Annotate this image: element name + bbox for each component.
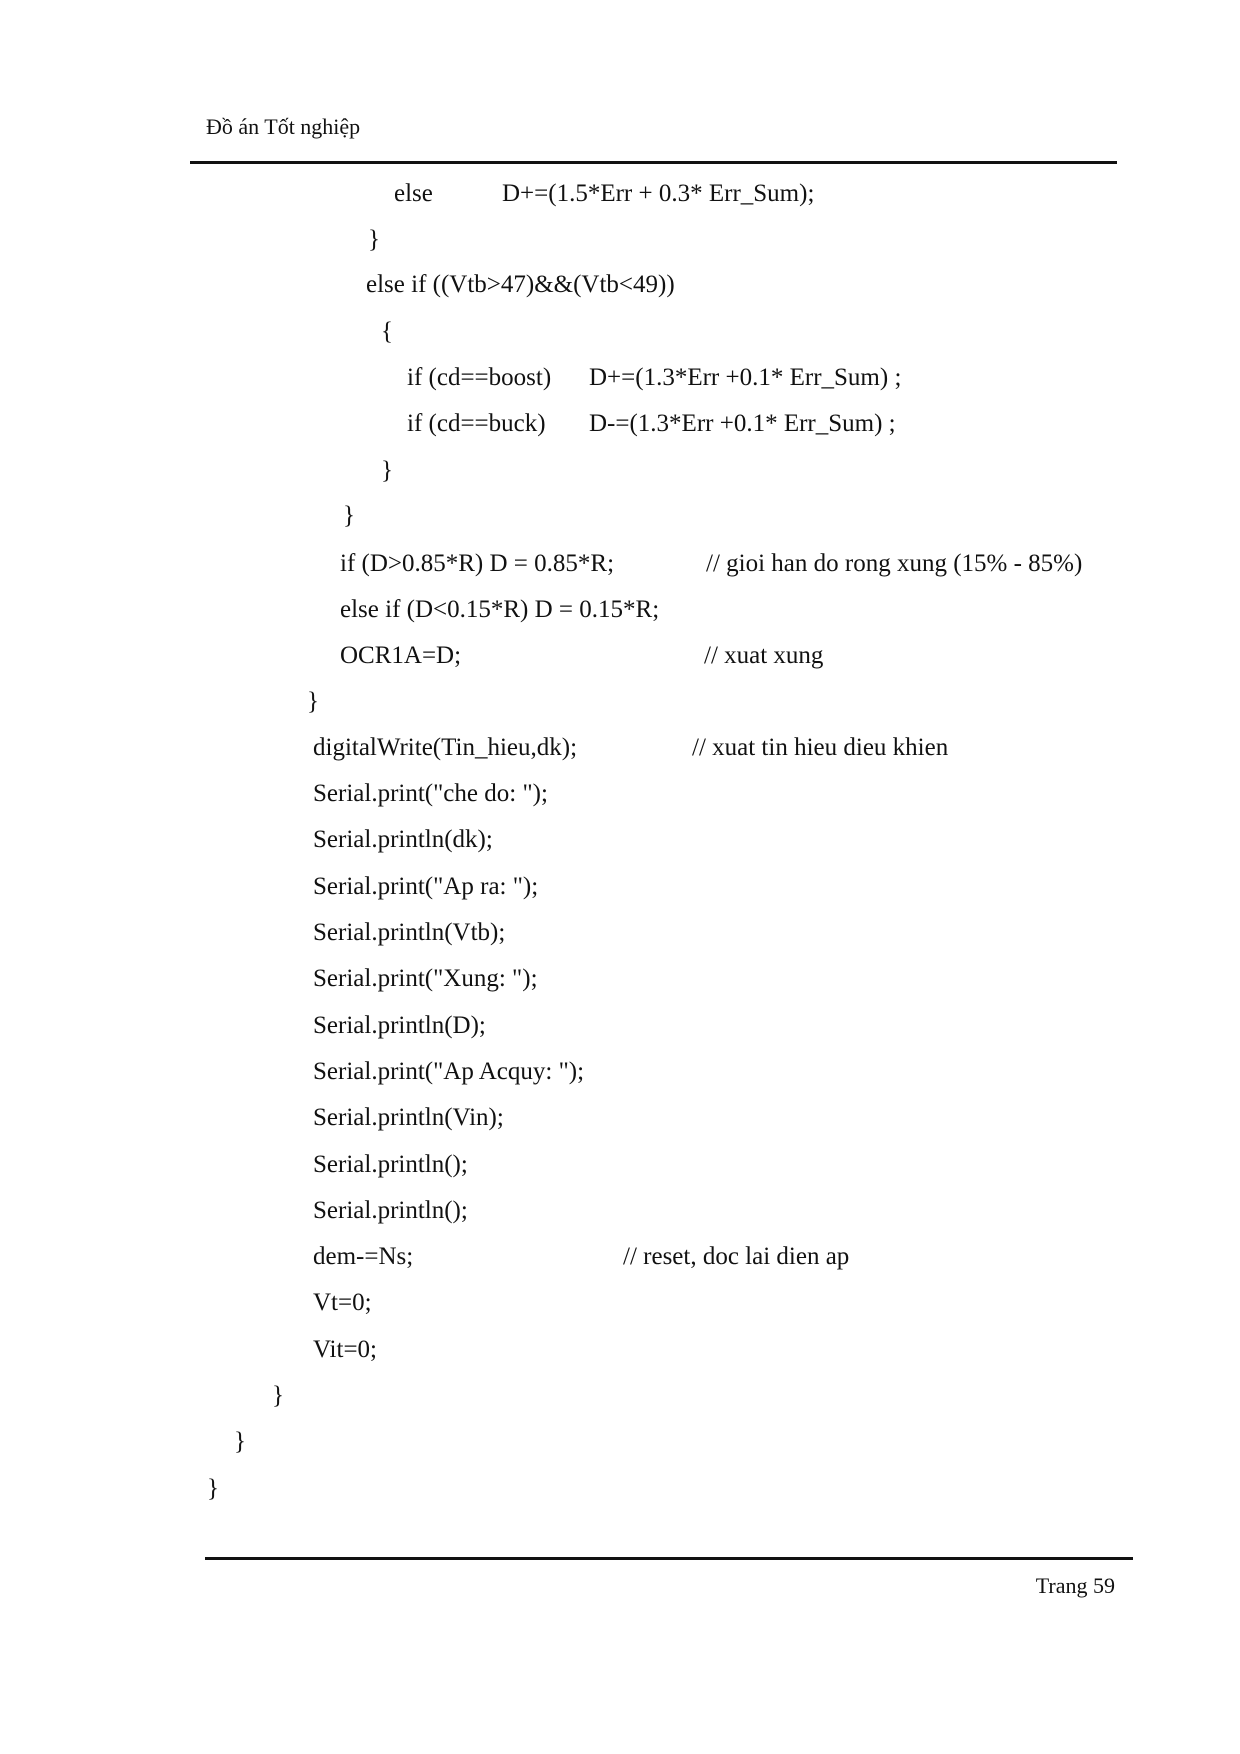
code-statement: digitalWrite(Tin_hieu,dk); — [313, 734, 578, 761]
code-statement: } — [234, 1428, 246, 1455]
code-statement: Serial.println(dk); — [313, 826, 493, 853]
page-header-title: Đồ án Tốt nghiệp — [206, 114, 361, 139]
code-statement: } — [307, 688, 319, 715]
code-statement: else if (D<0.15*R) D = 0.15*R; — [340, 596, 660, 623]
code-statement: Vit=0; — [313, 1336, 377, 1363]
code-statement: Serial.print("Ap Acquy: "); — [313, 1058, 585, 1085]
code-statement: Serial.println(Vin); — [313, 1104, 504, 1131]
code-statement: else — [394, 180, 433, 207]
code-statement: if (cd==boost) — [407, 364, 552, 391]
code-statement: } — [207, 1475, 219, 1502]
code-comment: // xuat xung — [704, 642, 824, 669]
code-statement: Serial.print("Ap ra: "); — [313, 873, 539, 900]
code-statement: } — [343, 502, 355, 529]
code-statement: D-=(1.3*Err +0.1* Err_Sum) ; — [589, 410, 896, 437]
code-statement: D+=(1.3*Err +0.1* Err_Sum) ; — [589, 364, 902, 391]
header-rule — [190, 161, 1117, 164]
code-comment: // xuat tin hieu dieu khien — [692, 734, 949, 761]
code-statement: OCR1A=D; — [340, 642, 462, 669]
code-statement: Serial.println(); — [313, 1151, 468, 1178]
code-statement: else if ((Vtb>47)&&(Vtb<49)) — [366, 271, 675, 298]
code-statement: dem-=Ns; — [313, 1243, 414, 1270]
code-statement: Serial.println(); — [313, 1197, 468, 1224]
code-comment: // gioi han do rong xung (15% - 85%) — [706, 550, 1083, 577]
code-statement: } — [381, 457, 393, 484]
code-statement: Serial.println(Vtb); — [313, 919, 506, 946]
code-comment: // reset, doc lai dien ap — [623, 1243, 850, 1270]
code-statement: Serial.print("Xung: "); — [313, 965, 538, 992]
code-statement: D+=(1.5*Err + 0.3* Err_Sum); — [502, 180, 815, 207]
code-statement: Serial.print("che do: "); — [313, 780, 548, 807]
code-statement: if (cd==buck) — [407, 410, 546, 437]
footer-rule — [205, 1557, 1133, 1560]
code-statement: if (D>0.85*R) D = 0.85*R; — [340, 550, 615, 577]
code-statement: { — [381, 318, 393, 345]
code-statement: Vt=0; — [313, 1289, 372, 1316]
code-statement: Serial.println(D); — [313, 1012, 486, 1039]
page-number: Trang 59 — [1035, 1573, 1115, 1598]
code-statement: } — [272, 1382, 284, 1409]
code-statement: } — [368, 226, 380, 253]
